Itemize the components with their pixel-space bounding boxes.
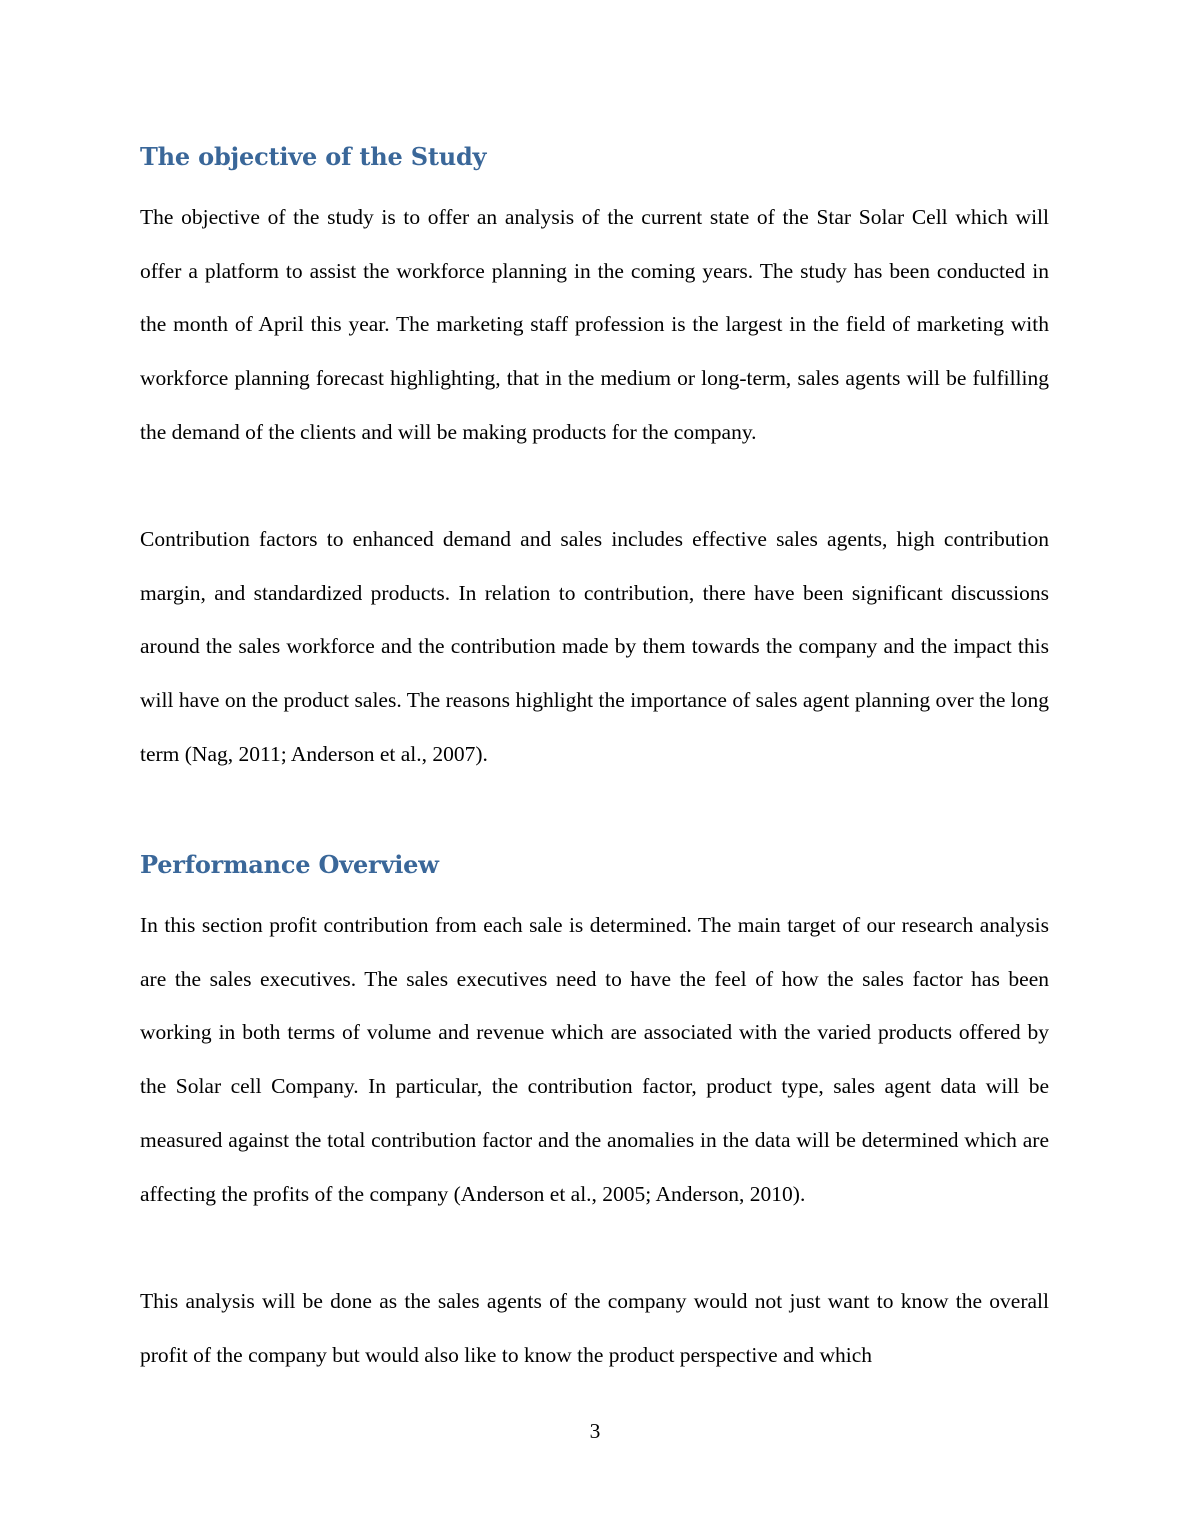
paragraph-objective-1: The objective of the study is to offer an analysis of the current state of the Star Solar Cell which will offer a platform to assist the workforce planning in the coming years. The study has been conducted in the month of April this year. The marketing staff profession is the largest in the field of marketing with workforce planning forecast highlighting, that in the medium or long-term, sales agents will be fulfilling the demand of the clients and will be making products for the company. — [140, 205, 1049, 444]
paragraph-objective-2: Contribution factors to enhanced demand and sales includes effective sales agents, high contribution margin, and standardized products. In relation to contribution, there have been significant discussions around the sales workforce and the contribution made by them towards the company and the impact this will have on the product sales. The reasons highlight the importance of sales agent planning over the long term (Nag, 2011; Anderson et al., 2007). — [140, 527, 1049, 766]
section-heading-objective: The objective of the Study — [140, 142, 487, 171]
paragraph-performance-2: This analysis will be done as the sales agents of the company would not just want to know the overall profit of the company but would also like to know the product perspective and which — [140, 1289, 1049, 1367]
paragraph-performance-1: In this section profit contribution from each sale is determined. The main target of our research analysis are the sales executives. The sales executives need to have the feel of how the sales factor has been working in both terms of volume and revenue which are associated with the varied products offered by the Solar cell Company. In particular, the contribution factor, product type, sales agent data will be measured against the total contribution factor and the anomalies in the data will be determined which are affecting the profits of the company (Anderson et al., 2005; Anderson, 2010). — [140, 913, 1049, 1206]
page-number: 3 — [589, 1419, 601, 1443]
section-heading-performance-overview: Performance Overview — [140, 850, 439, 879]
